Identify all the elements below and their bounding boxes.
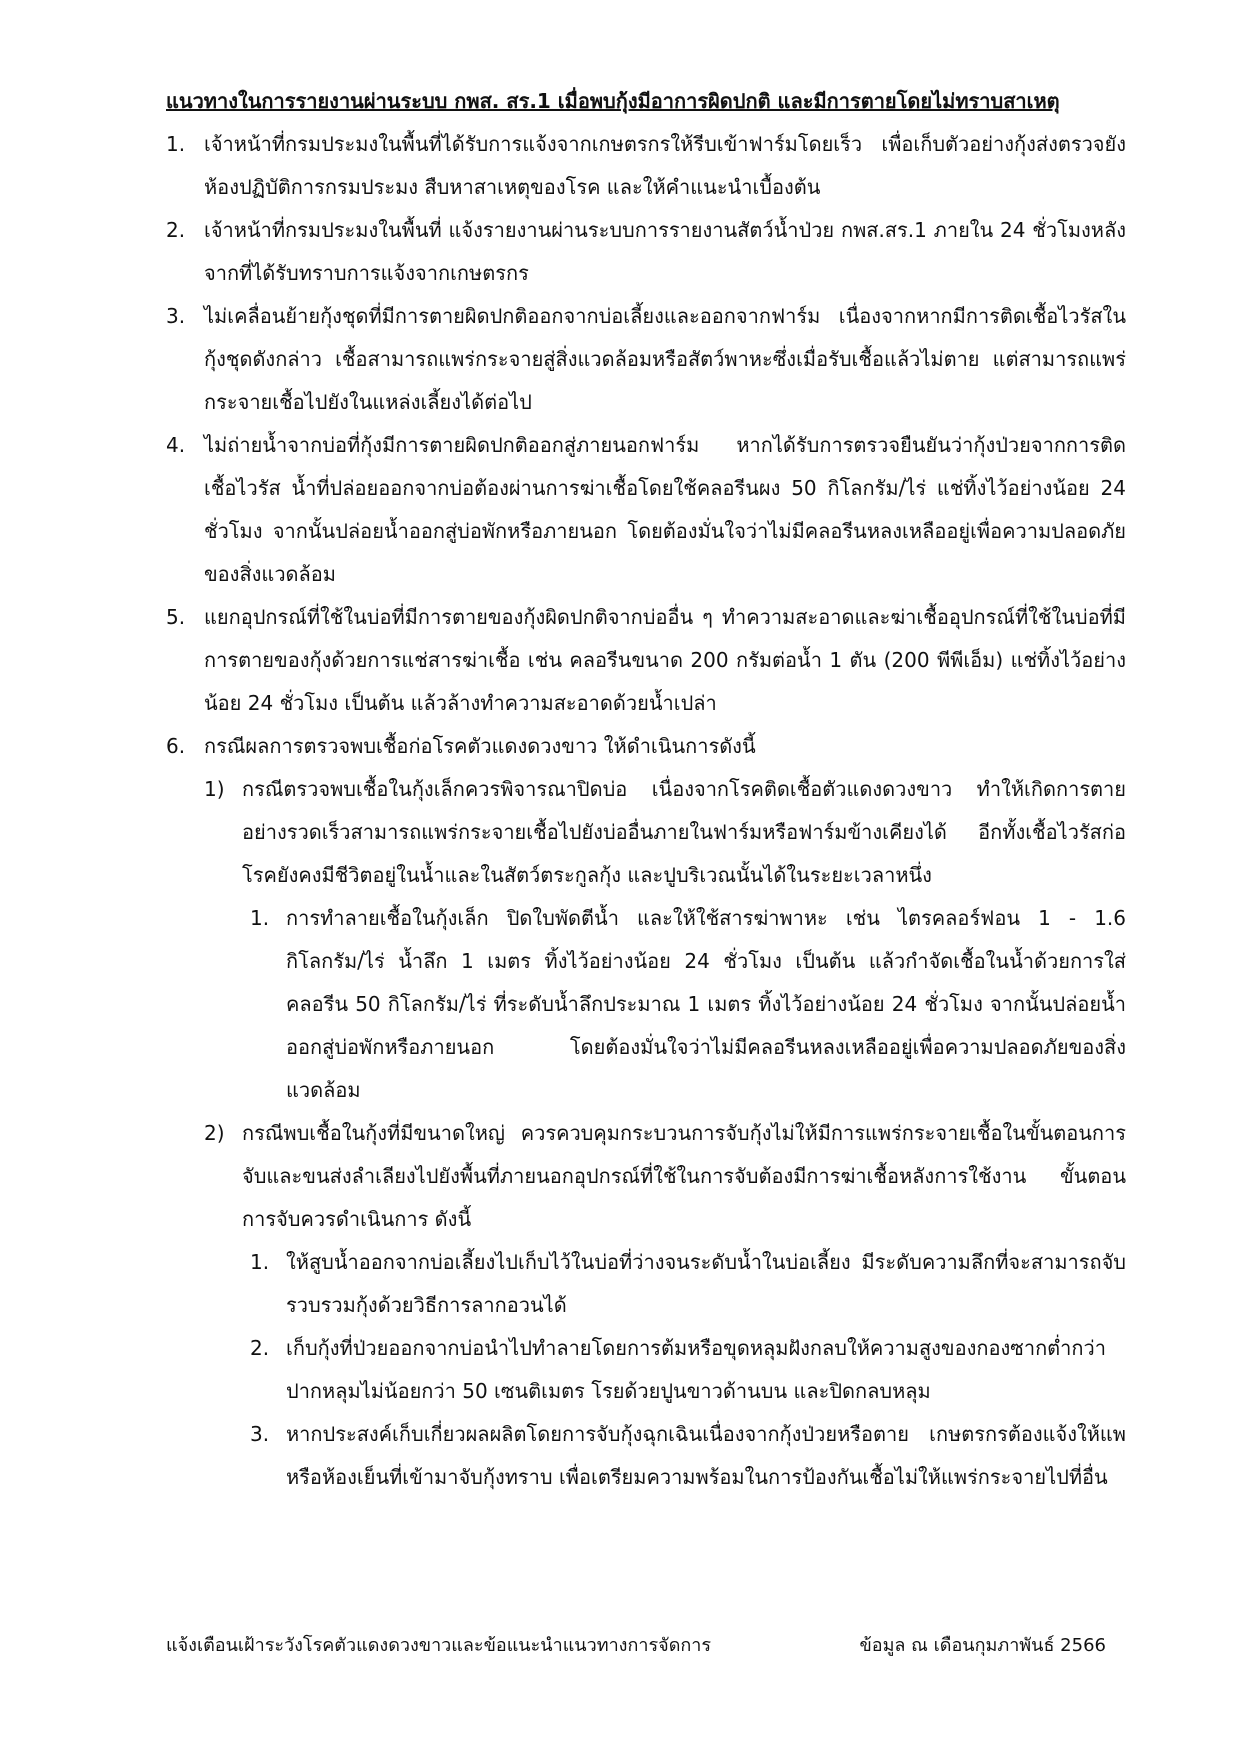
step-text: เก็บกุ้งที่ป่วยออกจากบ่อนำไปทำลายโดยการต้มหรือขุดหลุมฝังกลบให้ความสูงของกองซากต่ำกว่าปากหลุมไม่น้อยกว่า 50 เซนติเมตร โรยด้วยปูนขาวด้านบน และปิดกลบหลุม — [286, 1336, 1106, 1403]
step-item — [250, 897, 1126, 1112]
item-number: 5. — [166, 605, 186, 629]
item-text: ไม่ถ่ายน้ำจากบ่อที่กุ้งมีการตายผิดปกติออกสู่ภายนอกฟาร์ม หากได้รับการตรวจยืนยันว่ากุ้งป่วยจากการติดเชื้อไวรัส น้ำที่ปล่อยออกจากบ่อต้องผ่านการฆ่าเชื้อโดยใช้คลอรีนผง 50 กิโลกรัม/ไร่ แช่ทิ้งไว้อย่างน้อย 24 ชั่วโมง จากนั้นปล่อยน้ำออกสู่บ่อพักหรือภายนอก โดยต้องมั่นใจว่าไม่มีคลอรีนหลงเหลืออยู่เพื่อความปลอดภัยของสิ่งแวดล้อม — [204, 433, 1126, 586]
step-text: หากประสงค์เก็บเกี่ยวผลผลิตโดยการจับกุ้งฉุกเฉินเนื่องจากกุ้งป่วยหรือตาย เกษตรกรต้องแจ้งให้แพหรือห้องเย็นที่เข้ามาจับกุ้งทราบ เพื่อเตรียมความพร้อมในการป้องกันเชื้อไม่ให้แพร่กระจายไปที่อื่น — [286, 1422, 1126, 1489]
sub-list-item — [204, 768, 1126, 897]
item-number: 3. — [166, 304, 186, 328]
step-text: ให้สูบน้ำออกจากบ่อเลี้ยงไปเก็บไว้ในบ่อที่ว่างจนระดับน้ำในบ่อเลี้ยง มีระดับความลึกที่จะสามารถจับรวบรวมกุ้งด้วยวิธีการลากอวนได้ — [286, 1250, 1126, 1317]
step-item — [250, 1413, 1126, 1499]
footer-date: ข้อมูล ณ เดือนกุมภาพันธ์ 2566 — [859, 1635, 1106, 1656]
step-text: การทำลายเชื้อในกุ้งเล็ก ปิดใบพัดตีน้ำ และให้ใช้สารฆ่าพาหะ เช่น ไตรคลอร์ฟอน 1 - 1.6 กิโลกรัม/ไร่ น้ำลึก 1 เมตร ทิ้งไว้อย่างน้อย 24 ชั่วโมง เป็นต้น แล้วกำจัดเชื้อในน้ำด้วยการใส่คลอรีน 50 กิโลกรัม/ไร่ ที่ระดับน้ำลึกประมาณ 1 เมตร ทิ้งไว้อย่างน้อย 24 ชั่วโมง จากนั้นปล่อยน้ำออกสู่บ่อพักหรือภายนอก โดยต้องมั่นใจว่าไม่มีคลอรีนหลงเหลืออยู่เพื่อความปลอดภัยของสิ่งแวดล้อม — [286, 906, 1126, 1102]
item-number: 4. — [166, 433, 186, 457]
item-number: 6. — [166, 734, 186, 758]
step-number: 1. — [250, 1250, 270, 1274]
item-number: 1. — [166, 132, 186, 156]
sub-item-text: กรณีตรวจพบเชื้อในกุ้งเล็กควรพิจารณาปิดบ่อ เนื่องจากโรคติดเชื้อตัวแดงดวงขาว ทำให้เกิดการตายอย่างรวดเร็วสามารถแพร่กระจายเชื้อไปยังบ่ออื่นภายในฟาร์มหรือฟาร์มข้างเคียงได้ อีกทั้งเชื้อไวรัสก่อโรคยังคงมีชีวิตอยู่ในน้ำและในสัตว์ตระกูลกุ้ง และปูบริเวณนั้นได้ในระยะเวลาหนึ่ง — [242, 777, 1126, 887]
sub-item-number: 2) — [204, 1121, 225, 1145]
list-item — [166, 424, 1126, 596]
item-number: 2. — [166, 218, 186, 242]
item-text: เจ้าหน้าที่กรมประมงในพื้นที่ได้รับการแจ้งจากเกษตรกรให้รีบเข้าฟาร์มโดยเร็ว เพื่อเก็บตัวอย่างกุ้งส่งตรวจยังห้องปฏิบัติการกรมประมง สืบหาสาเหตุของโรค และให้คำแนะนำเบื้องต้น — [204, 132, 1126, 199]
footer-title: แจ้งเตือนเฝ้าระวังโรคตัวแดงดวงขาวและข้อแนะนำแนวทางการจัดการ — [166, 1635, 712, 1656]
list-item — [166, 209, 1126, 295]
item-text: กรณีผลการตรวจพบเชื้อก่อโรคตัวแดงดวงขาว ให้ดำเนินการดังนี้ — [204, 734, 756, 758]
step-number: 3. — [250, 1422, 270, 1446]
step-item — [250, 1327, 1126, 1413]
sub-item-text: กรณีพบเชื้อในกุ้งที่มีขนาดใหญ่ ควรควบคุมกระบวนการจับกุ้งไม่ให้มีการแพร่กระจายเชื้อในขั้นตอนการจับและขนส่งลำเลียงไปยังพื้นที่ภายนอกอุปกรณ์ที่ใช้ในการจับต้องมีการฆ่าเชื้อหลังการใช้งาน ขั้นตอนการจับควรดำเนินการ ดังนี้ — [242, 1121, 1126, 1231]
list-item — [166, 123, 1126, 209]
item-text: แยกอุปกรณ์ที่ใช้ในบ่อที่มีการตายของกุ้งผิดปกติจากบ่ออื่น ๆ ทำความสะอาดและฆ่าเชื้ออุปกรณ์ที่ใช้ในบ่อที่มีการตายของกุ้งด้วยการแช่สารฆ่าเชื้อ เช่น คลอรีนขนาด 200 กรัมต่อน้ำ 1 ตัน (200 พีพีเอ็ม) แช่ทิ้งไว้อย่างน้อย 24 ชั่วโมง เป็นต้น แล้วล้างทำความสะอาดด้วยน้ำเปล่า — [204, 605, 1126, 715]
document-title: แนวทางในการรายงานผ่านระบบ กพส. สร.1 เมื่อพบกุ้งมีอาการผิดปกติ และมีการตายโดยไม่ทราบสาเหตุ — [166, 89, 1060, 113]
list-item — [166, 725, 1126, 768]
list-item — [166, 596, 1126, 725]
step-number: 1. — [250, 906, 270, 930]
item-text: เจ้าหน้าที่กรมประมงในพื้นที่ แจ้งรายงานผ่านระบบการรายงานสัตว์น้ำป่วย กพส.สร.1 ภายใน 24 ชั่วโมงหลังจากที่ได้รับทราบการแจ้งจากเกษตรกร — [204, 218, 1126, 285]
sub-item-number: 1) — [204, 777, 225, 801]
sub-list-item — [204, 1112, 1126, 1241]
step-number: 2. — [250, 1336, 270, 1360]
step-item — [250, 1241, 1126, 1327]
list-item — [166, 295, 1126, 424]
item-text: ไม่เคลื่อนย้ายกุ้งชุดที่มีการตายผิดปกติออกจากบ่อเลี้ยงและออกจากฟาร์ม เนื่องจากหากมีการติดเชื้อไวรัสในกุ้งชุดดังกล่าว เชื้อสามารถแพร่กระจายสู่สิ่งแวดล้อมหรือสัตว์พาหะซึ่งเมื่อรับเชื้อแล้วไม่ตาย แต่สามารถแพร่กระจายเชื้อไปยังในแหล่งเลี้ยงได้ต่อไป — [204, 304, 1126, 414]
